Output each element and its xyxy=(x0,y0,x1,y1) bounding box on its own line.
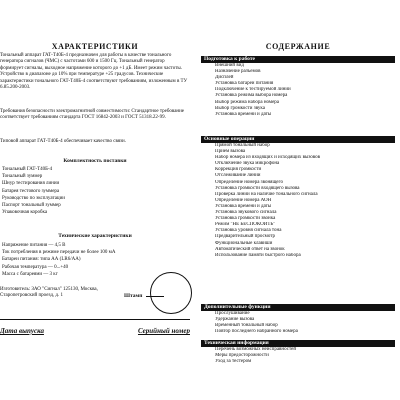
list-item: Паспорт тональный зуммер xyxy=(2,203,61,209)
delivery-set-heading: Комплектность поставки xyxy=(63,158,127,164)
specs-list xyxy=(2,242,187,278)
list-item: Тональный зуммер xyxy=(2,174,43,180)
toc-items xyxy=(201,63,395,118)
toc-item: Внешний вид xyxy=(215,63,244,68)
list-item: Рабочая температура — 0...+40 xyxy=(2,264,69,270)
divider xyxy=(0,319,190,320)
toc-item: Прямой тональный набор xyxy=(215,143,270,148)
toc-item: Автоматический ответ на звонок xyxy=(215,246,285,252)
toc-section-additional xyxy=(201,304,395,335)
stamp-label: Штамп xyxy=(124,293,143,299)
toc-item: Отслеживание линии xyxy=(215,173,261,179)
toc-item: Установка громкости звонка xyxy=(215,216,276,222)
toc-item: Использование памяти быстрого набора xyxy=(215,252,301,258)
toc-section-preparation xyxy=(201,56,395,118)
list-item: Упаковочная коробка xyxy=(2,210,48,216)
toc-section-heading: Дополнительные функции xyxy=(201,304,395,311)
toc-item: Определение номера АОН xyxy=(215,197,272,203)
toc-item: Установка времени и даты xyxy=(215,203,272,209)
toc-item: Коррекция громкости xyxy=(215,167,262,173)
note-paragraph: Типовой аппарат ГАТ-Т40Б-4 обеспечивает качество связи. xyxy=(0,139,126,144)
toc-item: Установка звукового сигнала xyxy=(215,210,277,216)
serial-number-label: Серийный номер xyxy=(137,327,190,335)
toc-item: Определение номера звонящего xyxy=(215,179,283,185)
toc-item: Установка времени и даты xyxy=(215,111,272,117)
toc-item: Удержание вызова xyxy=(215,317,255,323)
list-item: Руководство по эксплуатации xyxy=(2,195,65,201)
toc-item: Отключение звука микрофона xyxy=(215,161,280,167)
toc-section-basic-operations xyxy=(201,136,395,259)
toc-item: Прослушивание xyxy=(215,311,250,316)
toc-item: Назначение разъемов xyxy=(215,69,261,75)
manufacturer-info: Изготовитель: ЗАО "Сигнал" 125130, Москва, Старопетровский проезд, д. 1 xyxy=(0,287,98,299)
specs-heading: Технические характеристики xyxy=(58,233,132,239)
toc-item: Проверка линии на наличие тонального сигнала xyxy=(215,191,318,197)
toc-item: Подключение к тестируемой линии xyxy=(215,87,291,93)
stamp-circle xyxy=(150,272,192,314)
toc-item: Установка уровня сигнала тона xyxy=(215,228,282,234)
toc-section-technical xyxy=(201,340,395,365)
toc-item: Режим "НЕ БЕСПОКОИТЬ" xyxy=(215,222,276,228)
toc-item: Выбор громкости звука xyxy=(215,105,265,111)
toc-item: Установка батареи питания xyxy=(215,81,274,87)
toc-item: Дисплей xyxy=(215,75,234,81)
toc-item: Уход за тестером xyxy=(215,359,252,365)
toc-items xyxy=(201,311,395,335)
list-item: Батареи питания: типа АА (LR6/AA) xyxy=(2,257,81,263)
toc-item: Временный тональный набор xyxy=(215,323,278,329)
safety-paragraph: Требования безопасности электромагнитной совместимости: Стандартное требование соответствует требованиям стандарта ГОСТ 16842-2003 и ГОСТ 51318.22-99. xyxy=(0,109,184,121)
toc-item: Повтор последнего набранного номера xyxy=(215,329,298,335)
toc-item: Функциональные клавиши xyxy=(215,240,273,246)
toc-item: Набор номера из входящих и исходящих вызовов xyxy=(215,155,320,161)
toc-section-heading: Техническая информация xyxy=(201,340,395,347)
delivery-set-list xyxy=(2,166,187,216)
toc-items xyxy=(201,143,395,259)
intro-paragraph: Тональный аппарат ГАТ-Т40Б-4 предназначен для работы в качестве тонального генератора сигналов (ЧМС) с частотами 600 и 1500 Гц. Тональный генератор формирует сигналы, выходное напряжение которого до +1 дБ. Имеет режим частоты. Устройство в диапазоне до 10% при температуре +25 градусов. Технические характеристики тонального ГАТ-Т40Б-4 соответствуют требованиям, изложенным в ТУ 6.85.200-2003. xyxy=(0,53,188,91)
toc-item: Меры предосторожности xyxy=(215,353,269,359)
toc-items xyxy=(201,347,395,365)
toc-item: Выбор режима набора номера xyxy=(215,99,280,105)
list-item: Тональный ГАТ-Т40Б-4 xyxy=(2,167,53,172)
toc-item: Установка режима выбора номера xyxy=(215,93,288,99)
list-item: Ток потребления в режиме передачи не более 100 мА xyxy=(2,250,116,256)
list-item: Шнур тестирования линии xyxy=(2,181,60,187)
toc-section-heading: Подготовка к работе xyxy=(201,56,395,63)
toc-item: Установка громкости входящего вызова xyxy=(215,185,300,191)
left-page-title: ХАРАКТЕРИСТИКИ xyxy=(51,42,139,51)
toc-section-heading: Основные операции xyxy=(201,136,395,143)
list-item: Напряжение питания — 4,5 В xyxy=(2,243,66,248)
toc-item: Прием вызова xyxy=(215,149,246,155)
right-page-title: СОДЕРЖАНИЕ xyxy=(265,42,331,51)
release-date-label: Дата выпуска xyxy=(0,327,44,335)
warranty-fields xyxy=(0,327,190,335)
toc-item: Перечень возможных неисправностей xyxy=(215,347,297,352)
list-item: Батарея тестового зуммера xyxy=(2,188,60,194)
list-item: Масса с батареями — 3 кг xyxy=(2,271,58,277)
toc-item: Предварительный просмотр xyxy=(215,234,276,240)
